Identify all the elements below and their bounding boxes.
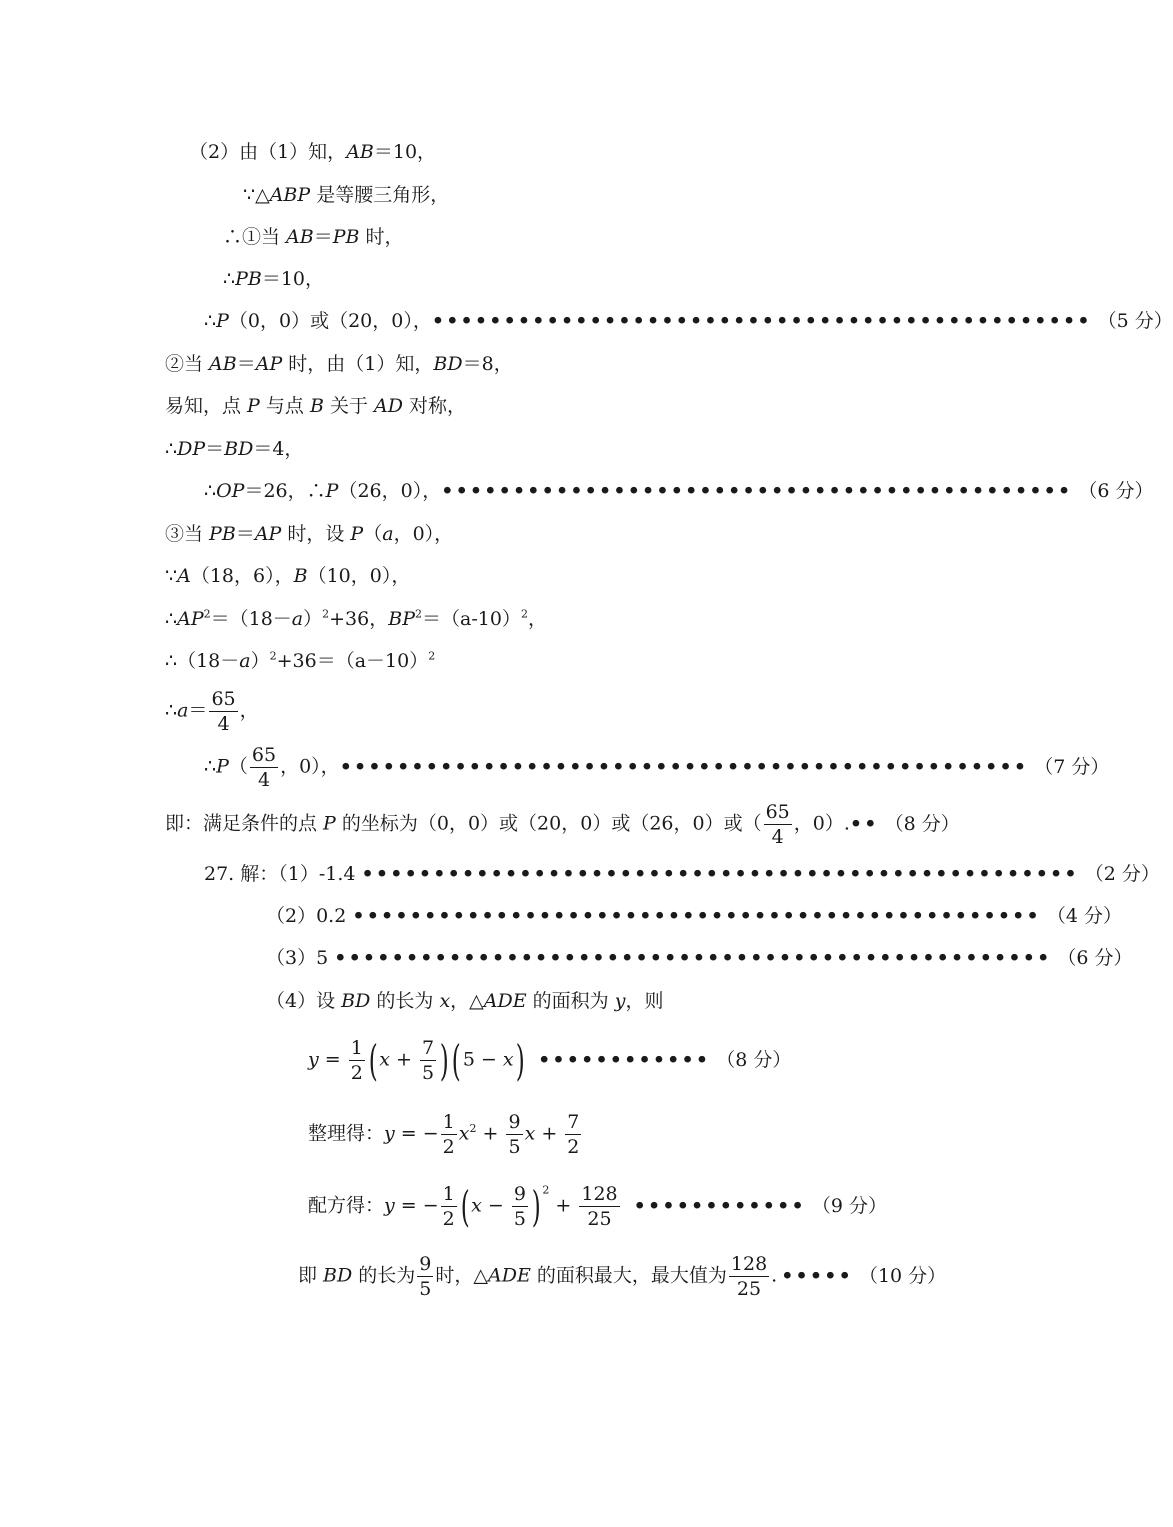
line-pb10 <box>223 267 324 291</box>
left-paren: ( <box>452 1035 462 1085</box>
fraction <box>506 1110 522 1159</box>
text: ，则 <box>625 990 664 1012</box>
fraction <box>512 1182 528 1231</box>
var: a <box>291 608 304 630</box>
text: ∵ <box>165 565 178 587</box>
line-part2-intro <box>189 140 436 164</box>
formula-completed-square <box>308 1182 887 1231</box>
var: a <box>177 699 189 722</box>
text: （ <box>228 755 248 778</box>
text: ∴ <box>165 699 178 722</box>
text: 时， <box>359 226 404 248</box>
text: 时，由（1）知， <box>282 353 434 375</box>
score: （8 分） <box>884 812 960 835</box>
left-paren: ( <box>460 1181 470 1231</box>
text: 的长为 <box>352 1264 416 1287</box>
numerator: 65 <box>765 801 790 823</box>
formula-simplified <box>308 1110 583 1159</box>
exponent: 2 <box>415 607 422 621</box>
exponent: 2 <box>203 607 211 621</box>
fraction <box>349 1036 365 1085</box>
var: ADE <box>488 1264 531 1287</box>
line-summary <box>165 800 960 849</box>
numerator: 1 <box>442 1183 455 1205</box>
var: A <box>177 565 191 587</box>
leader-dots: •••••••••••••••••••••••••••••••••••••••••••••••• <box>352 905 1041 927</box>
label: 配方得： <box>308 1194 385 1217</box>
var: DP <box>177 438 206 460</box>
fraction <box>441 1182 457 1231</box>
text: （26，0）， <box>338 480 442 502</box>
text: ，△ <box>450 990 484 1012</box>
numerator: 128 <box>581 1183 618 1205</box>
text: 与点 <box>259 395 310 417</box>
numerator: 65 <box>251 744 277 766</box>
text: 的坐标为（0，0）或（20，0）或（26，0）或（ <box>335 812 762 835</box>
line-case3 <box>165 522 453 546</box>
text: − <box>481 1194 510 1217</box>
text: 的面积为 <box>526 990 615 1012</box>
score: （8 分） <box>716 1048 792 1071</box>
text: = <box>318 1048 347 1071</box>
right-paren: ) <box>439 1035 449 1085</box>
var: AB <box>209 353 237 375</box>
var: AP <box>254 523 282 545</box>
var: P <box>216 755 229 778</box>
leader-dots: •••••••••••• <box>633 1194 806 1217</box>
text: ＝ <box>188 699 208 722</box>
exponent: 2 <box>269 649 277 663</box>
text: +36＝（a－10） <box>276 650 429 672</box>
text: +36， <box>329 608 389 630</box>
var: P <box>216 310 229 332</box>
leader-dots: •••••••••••••••••••••••••••••••••••••••••••• <box>441 480 1073 502</box>
line-q27-3 <box>266 946 1133 970</box>
line-conclusion <box>298 1252 946 1301</box>
numerator: 128 <box>730 1253 768 1275</box>
text: ， <box>527 608 547 630</box>
numerator: 65 <box>211 688 236 710</box>
text: ＝8， <box>462 353 513 375</box>
fraction <box>441 1110 457 1159</box>
var: AD <box>374 395 403 417</box>
text: ∴①当 <box>223 226 287 248</box>
line-q27-1 <box>204 862 1160 886</box>
text: ，0）. <box>793 812 850 835</box>
fraction <box>579 1182 619 1231</box>
text: 是等腰三角形， <box>310 184 450 206</box>
numerator: 1 <box>350 1037 363 1059</box>
denominator: 2 <box>442 1208 455 1230</box>
var: x <box>458 1122 470 1145</box>
denominator: 2 <box>442 1136 455 1158</box>
var: AB <box>286 226 314 248</box>
text: − <box>474 1048 503 1071</box>
text: ∴ <box>165 438 178 460</box>
denominator: 5 <box>419 1278 432 1300</box>
fraction <box>764 800 792 849</box>
numerator: 7 <box>421 1037 435 1059</box>
line-ap-bp-squared <box>165 607 547 631</box>
numerator: 9 <box>419 1253 432 1275</box>
formula-area <box>308 1036 791 1085</box>
text: ∴ <box>204 480 217 502</box>
text: 对称， <box>402 395 467 417</box>
line-case2 <box>165 352 513 376</box>
text: 时，设 <box>281 523 351 545</box>
text: ∴ <box>223 268 236 290</box>
numerator: 9 <box>513 1183 526 1205</box>
text: 关于 <box>323 395 374 417</box>
score: （5 分） <box>1097 310 1173 332</box>
var: BP <box>388 608 415 630</box>
score: （7 分） <box>1034 755 1110 778</box>
denominator: 5 <box>421 1062 435 1084</box>
line-q27-4 <box>266 989 663 1013</box>
leader-dots: •••••••••••••••••••••••••••••••••••••••••••••••••• <box>361 863 1079 885</box>
label: 整理得： <box>308 1122 385 1145</box>
text: + <box>389 1048 418 1071</box>
text: （2）由（1）知， <box>189 141 347 163</box>
line-case1 <box>223 225 404 249</box>
var: OP <box>216 480 245 502</box>
text: ＝ <box>236 353 256 375</box>
var: P <box>325 480 339 502</box>
text: （ <box>363 523 383 545</box>
text: ∴ <box>165 608 178 630</box>
text: ） <box>250 650 270 672</box>
var: AP <box>177 608 204 630</box>
var: BD <box>323 1264 353 1287</box>
text: 即 <box>298 1264 324 1287</box>
text: ＝26，∴ <box>244 480 326 502</box>
var: x <box>379 1048 390 1071</box>
numerator: 1 <box>442 1111 455 1133</box>
var: BD <box>341 990 371 1012</box>
denominator: 2 <box>567 1136 580 1158</box>
score: （2 分） <box>1084 863 1160 885</box>
text: ∴ <box>204 755 217 778</box>
line-p-result-3 <box>204 743 1109 792</box>
text: ＝4， <box>253 438 304 460</box>
fraction <box>729 1252 769 1301</box>
text: ＝ <box>205 438 225 460</box>
var: y <box>384 1122 395 1145</box>
leader-dots: •• <box>849 812 879 835</box>
line-p-result-2 <box>204 479 1154 503</box>
var: B <box>293 565 308 587</box>
text: ＝ <box>235 523 255 545</box>
text: ，0）， <box>280 755 340 778</box>
text: ②当 <box>165 353 210 375</box>
line-equation <box>165 649 435 673</box>
text: ） <box>303 608 323 630</box>
denominator: 4 <box>257 769 271 791</box>
fraction <box>417 1252 433 1301</box>
line-dp-bd <box>165 437 303 461</box>
var: a <box>239 650 251 672</box>
text: ＝ <box>313 226 333 248</box>
text: . <box>771 1264 778 1287</box>
text: （2）0.2 <box>266 905 353 927</box>
text: 的长为 <box>370 990 440 1012</box>
score: （4 分） <box>1046 905 1123 927</box>
fraction <box>420 1036 436 1085</box>
text: （4）设 <box>266 990 342 1012</box>
exponent: 2 <box>322 607 330 621</box>
text: （18，6）， <box>190 565 294 587</box>
text: （3）5 <box>266 947 335 969</box>
denominator: 5 <box>508 1136 521 1158</box>
exponent: 2 <box>469 1122 477 1136</box>
text: ＝（18－ <box>210 608 292 630</box>
var: PB <box>209 523 236 545</box>
text: ③当 <box>165 523 210 545</box>
text: ∴ <box>204 310 217 332</box>
var: AB <box>346 141 374 163</box>
right-paren: ) <box>531 1181 541 1231</box>
denominator: 25 <box>736 1278 762 1300</box>
exponent: 2 <box>428 649 436 663</box>
exponent: 2 <box>542 1183 550 1197</box>
line-points-ab <box>165 564 410 588</box>
leader-dots: •••••••••••••••••••••••••••••••••••••••••••••••••• <box>334 947 1052 969</box>
left-paren: ( <box>368 1035 378 1085</box>
line-p-result-1 <box>204 309 1173 333</box>
text: ＝（a-10） <box>422 608 521 630</box>
var: B <box>309 395 324 417</box>
right-paren: ) <box>515 1035 525 1085</box>
numerator: 7 <box>567 1111 580 1133</box>
var: P <box>247 395 260 417</box>
text: + <box>535 1122 564 1145</box>
text: 即：满足条件的点 <box>165 812 324 835</box>
var: y <box>384 1194 395 1217</box>
var: x <box>471 1194 482 1217</box>
denominator: 4 <box>217 713 230 735</box>
text: = − <box>394 1194 439 1217</box>
denominator: 25 <box>587 1208 612 1230</box>
text: （0，0）或（20，0）， <box>228 310 432 332</box>
var: P <box>350 523 364 545</box>
text: 5 <box>462 1048 475 1071</box>
var: x <box>439 990 451 1012</box>
var: a <box>382 523 394 545</box>
score: （6 分） <box>1057 947 1133 969</box>
denominator: 5 <box>513 1208 526 1230</box>
text: ∵△ <box>243 184 270 206</box>
var: ADE <box>483 990 527 1012</box>
text: （10，0）， <box>307 565 411 587</box>
fraction <box>209 687 237 736</box>
var: AP <box>255 353 283 375</box>
var: BD <box>433 353 463 375</box>
var: PB <box>332 226 360 248</box>
text: ＝10， <box>373 141 437 163</box>
numerator: 9 <box>508 1111 521 1133</box>
text: ，0）， <box>393 523 454 545</box>
var: P <box>323 812 336 835</box>
leader-dots: ••••• <box>781 1264 853 1287</box>
text: 27. 解：（1）-1.4 <box>204 863 362 885</box>
line-symmetric <box>165 394 466 418</box>
text: = − <box>394 1122 439 1145</box>
var: PB <box>235 268 262 290</box>
score: （10 分） <box>858 1264 947 1287</box>
var: BD <box>224 438 254 460</box>
text: 的面积最大，最大值为 <box>530 1264 727 1287</box>
text: ＝10， <box>261 268 325 290</box>
text: ∴（18－ <box>165 650 240 672</box>
text: 时，△ <box>435 1264 489 1287</box>
text: ， <box>239 699 259 722</box>
leader-dots: •••••••••••••••••••••••••••••••••••••••••••••• <box>431 310 1092 332</box>
leader-dots: •••••••••••••••••••••••••••••••••••••••••••••••• <box>339 755 1029 778</box>
var: x <box>502 1048 514 1071</box>
line-a-value <box>165 687 259 736</box>
fraction <box>565 1110 581 1159</box>
text: + <box>476 1122 505 1145</box>
denominator: 4 <box>771 826 784 848</box>
var: ABP <box>269 184 311 206</box>
var: y <box>614 990 626 1012</box>
score: （6 分） <box>1078 480 1154 502</box>
exponent: 2 <box>520 607 528 621</box>
score: （9 分） <box>811 1194 887 1217</box>
line-q27-2 <box>266 904 1122 928</box>
line-isosceles <box>243 183 449 207</box>
leader-dots: •••••••••••• <box>538 1048 711 1071</box>
text: + <box>549 1194 578 1217</box>
var: y <box>308 1048 319 1071</box>
denominator: 2 <box>350 1062 363 1084</box>
var: x <box>524 1122 536 1145</box>
text: 易知，点 <box>165 395 248 417</box>
fraction <box>250 743 278 792</box>
